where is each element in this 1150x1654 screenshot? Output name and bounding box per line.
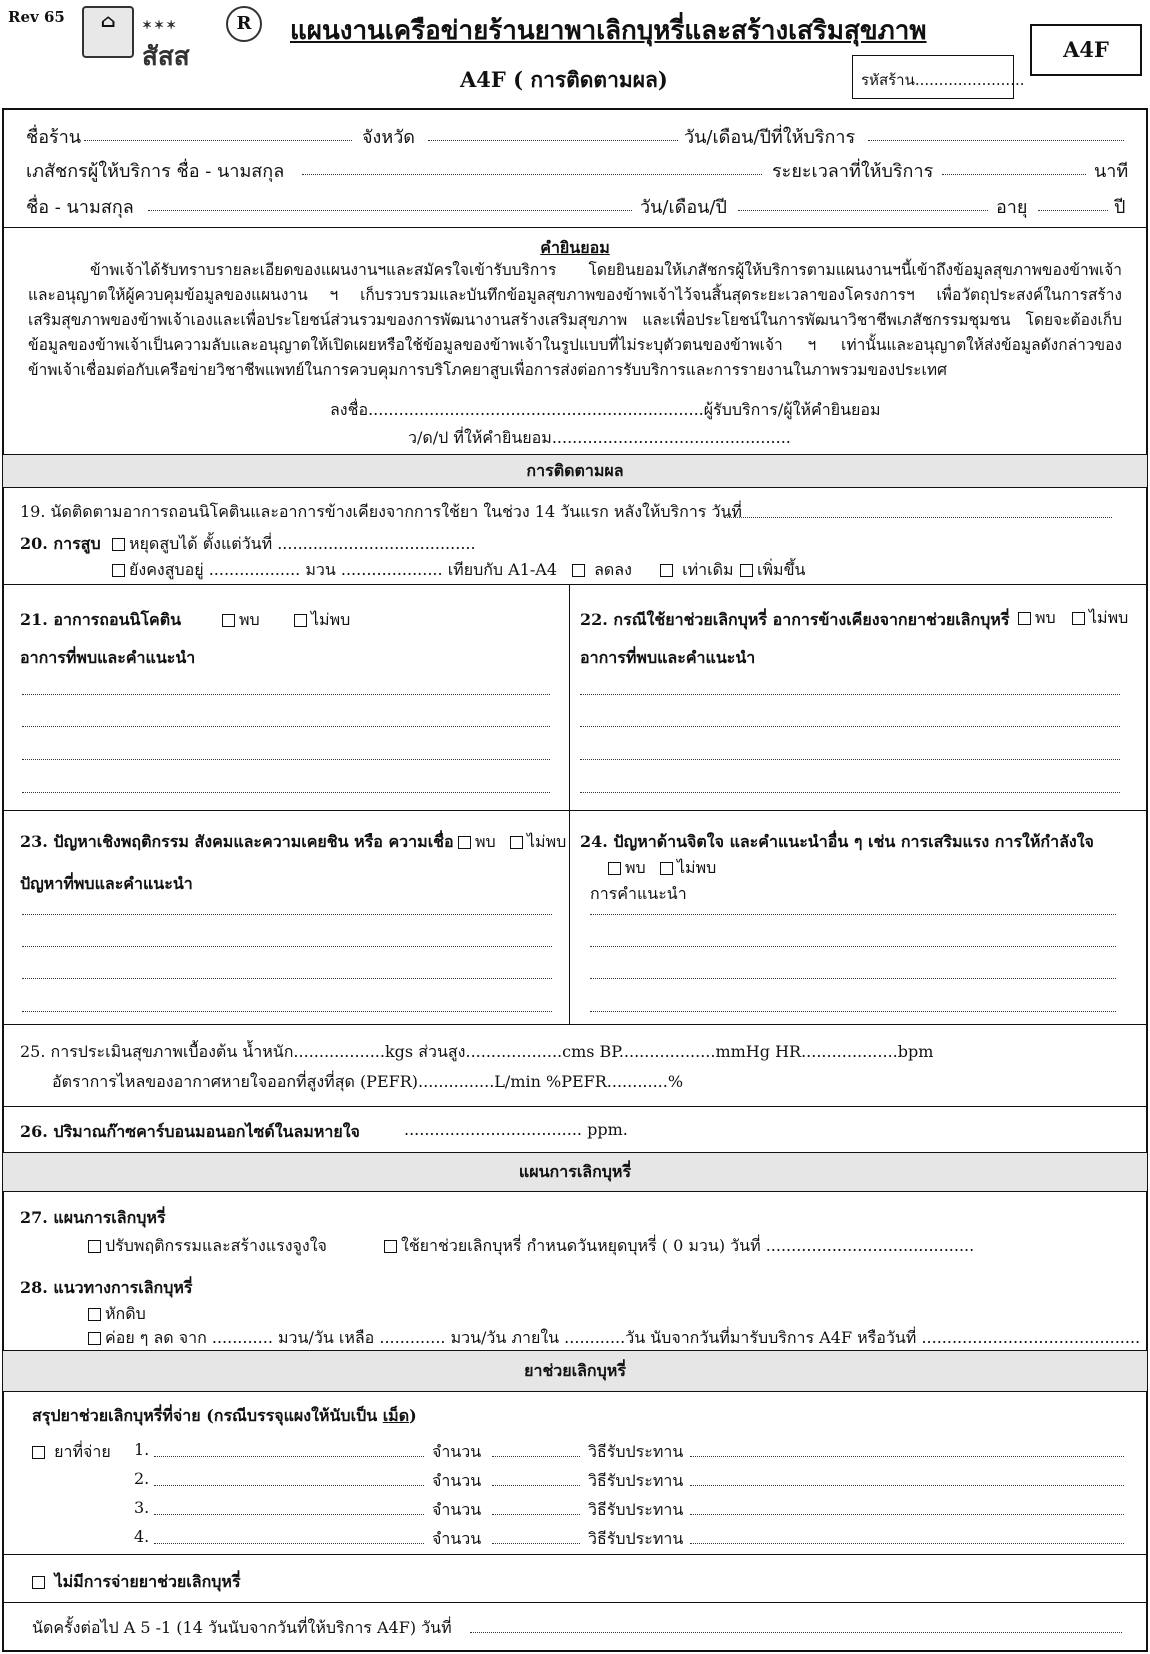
plan-band: แผนการเลิกบุหรี่: [3, 1153, 1147, 1191]
q22-line-4[interactable]: [580, 792, 1120, 793]
checkbox-icon: [660, 564, 673, 577]
q23-line-2[interactable]: [22, 946, 552, 947]
meds-summary-end: ): [409, 1406, 417, 1425]
q21-line-1[interactable]: [22, 694, 550, 695]
q22-line-3[interactable]: [580, 759, 1120, 760]
q23-notfound-option[interactable]: [510, 830, 566, 855]
meds-summary-unit: เม็ด: [382, 1406, 410, 1425]
med-qty-field[interactable]: [492, 1543, 580, 1544]
q22-line-1[interactable]: [580, 694, 1120, 695]
q26-label: 26. ปริมาณก๊าซคาร์บอนมอนอกไซด์ในลมหายใจ: [20, 1122, 360, 1141]
checkbox-icon: [1018, 612, 1031, 625]
med-name-field[interactable]: [154, 1456, 424, 1457]
q24-line-4[interactable]: [590, 1011, 1116, 1012]
med-qty-label: จำนวน: [432, 1471, 482, 1490]
form-subtitle: A4F ( การติดตามผล): [460, 67, 668, 92]
q21-line-2[interactable]: [22, 726, 550, 727]
q20-stopped-text: หยุดสูบได้ ตั้งแต่วันที่ .......................................: [129, 534, 476, 553]
q27-medication-option[interactable]: [384, 1234, 974, 1259]
med-name-field[interactable]: [154, 1485, 424, 1486]
divider: [2, 227, 1148, 228]
province-label: จังหวัด: [362, 127, 415, 148]
q24-line-2[interactable]: [590, 946, 1116, 947]
q25-pefr[interactable]: อัตราการไหลของอากาศหายใจออกที่สูงที่สุด (PEFR)...............L/min %PEFR............%: [52, 1072, 684, 1091]
checkbox-icon: [384, 1240, 397, 1253]
checkbox-icon: [660, 862, 673, 875]
q26-ppm-field[interactable]: ................................... ppm.: [404, 1120, 628, 1139]
med-how-label: วิธีรับประทาน: [588, 1471, 684, 1490]
q24-found-text: พบ: [625, 858, 646, 877]
q27-medication-text: ใช้ยาช่วยเลิกบุหรี่ กำหนดวันหยุดบุหรี่ ( 0 มวน) วันที่ .........................................: [401, 1236, 975, 1255]
med-row-number: 2.: [134, 1469, 150, 1488]
client-name-field[interactable]: [148, 210, 632, 211]
med-qty-field[interactable]: [492, 1456, 580, 1457]
divider: [2, 1602, 1148, 1603]
q22-notfound-option[interactable]: [1072, 606, 1128, 631]
dispensed-text: ยาที่จ่าย: [54, 1442, 111, 1461]
q21-found-option[interactable]: [222, 608, 260, 633]
q24-label: 24. ปัญหาด้านจิตใจ และคำแนะนำอื่น ๆ เช่น การเสริมแรง การให้กำลังใจ: [580, 832, 1094, 851]
q20-same-option[interactable]: [660, 558, 734, 583]
pharmacy-seal-icon: R: [226, 6, 262, 42]
dispensed-option[interactable]: [32, 1440, 111, 1465]
q20-more-text: เพิ่มขึ้น: [757, 560, 806, 579]
checkbox-icon: [294, 614, 307, 627]
q22-notfound-text: ไม่พบ: [1089, 608, 1129, 627]
dob-field[interactable]: [738, 210, 988, 211]
checkbox-icon: [112, 564, 125, 577]
q23-notfound-text: ไม่พบ: [527, 832, 567, 851]
store-code-field[interactable]: รหัสร้าน.......................: [852, 55, 1014, 99]
age-field[interactable]: [1038, 210, 1108, 211]
q24-line-1[interactable]: [590, 914, 1116, 915]
q27-behavior-text: ปรับพฤติกรรมและสร้างแรงจูงใจ: [105, 1236, 327, 1255]
q24-advice-label: การคำแนะนำ: [590, 884, 687, 903]
revision-label: Rev 65: [8, 8, 65, 26]
service-date-field[interactable]: [868, 140, 1124, 141]
med-name-field[interactable]: [154, 1514, 424, 1515]
q21-notfound-text: ไม่พบ: [311, 610, 351, 629]
med-how-field[interactable]: [690, 1514, 1124, 1515]
q23-line-3[interactable]: [22, 978, 552, 979]
med-how-label: วิธีรับประทาน: [588, 1529, 684, 1548]
q23-line-4[interactable]: [22, 1011, 552, 1012]
q20-label: 20. การสูบ: [20, 534, 101, 553]
med-qty-field[interactable]: [492, 1485, 580, 1486]
client-name-label: ชื่อ - นามสกุล: [26, 197, 134, 218]
q22-line-2[interactable]: [580, 726, 1120, 727]
q23-problems-label: ปัญหาที่พบและคำแนะนำ: [20, 874, 193, 893]
q25-label[interactable]: 25. การประเมินสุขภาพเบื้องต้น น้ำหนัก..................kgs ส่วนสูง...................cms BP...................mmHg HR...................bpm: [20, 1042, 934, 1061]
med-row-number: 1.: [134, 1440, 150, 1459]
checkbox-icon: [112, 538, 125, 551]
divider: [2, 1554, 1148, 1555]
q27-behavior-option[interactable]: [88, 1234, 327, 1259]
q19-label: 19. นัดติดตามอาการถอนนิโคตินและอาการข้างเคียงจากการใช้ยา ในช่วง 14 วันแรก หลังให้บริการ วันที่: [20, 502, 742, 521]
pharmacist-field[interactable]: [302, 174, 762, 175]
consent-signature[interactable]: ลงชื่อ..................................................................ผู้รับบริการ/ผู้ให้คำยินยอม: [330, 400, 881, 419]
q22-found-option[interactable]: [1018, 606, 1056, 631]
checkbox-icon: [88, 1240, 101, 1253]
fda-logo: ⌂: [82, 6, 134, 58]
q23-label: 23. ปัญหาเชิงพฤติกรรม สังคมและความเคยชิน หรือ ความเชื่อ: [20, 832, 454, 851]
followup-band: การติดตามผล: [3, 455, 1147, 487]
q19-date-field[interactable]: [724, 517, 1112, 518]
q20-more-option[interactable]: [740, 558, 805, 583]
med-row-number: 4.: [134, 1527, 150, 1546]
q20-stopped-option[interactable]: [112, 532, 476, 557]
divider: [2, 584, 1148, 585]
q21-label: 21. อาการถอนนิโคติน: [20, 610, 182, 629]
shop-name-field[interactable]: [84, 140, 352, 141]
q21-notfound-option[interactable]: [294, 608, 350, 633]
pharmacist-label: เภสัชกรผู้ให้บริการ ชื่อ - นามสกุล: [26, 161, 285, 182]
form-title: แผนงานเครือข่ายร้านยาพาเลิกบุหรี่และสร้างเสริมสุขภาพ: [290, 16, 927, 46]
shop-name-label: ชื่อร้าน: [26, 127, 82, 148]
checkbox-icon: [222, 614, 235, 627]
next-appointment-label: นัดครั้งต่อไป A 5 -1 (14 วันนับจากวันที่ให้บริการ A4F) วันที่: [32, 1618, 452, 1637]
q20-still-option[interactable]: [112, 558, 557, 583]
q22-symptoms-label: อาการที่พบและคำแนะนำ: [580, 648, 756, 667]
meds-summary-label: [32, 1404, 417, 1429]
q24-line-3[interactable]: [590, 978, 1116, 979]
med-how-label: วิธีรับประทาน: [588, 1442, 684, 1461]
service-date-label: วัน/เดือน/ปีที่ให้บริการ: [684, 127, 856, 148]
med-qty-label: จำนวน: [432, 1442, 482, 1461]
checkbox-icon: [1072, 612, 1085, 625]
q23-found-option[interactable]: [458, 830, 496, 855]
q27-label: 27. แผนการเลิกบุหรี่: [20, 1208, 166, 1227]
checkbox-icon: [32, 1446, 45, 1459]
med-how-label: วิธีรับประทาน: [588, 1500, 684, 1519]
q24-found-option[interactable]: [608, 856, 646, 881]
checkbox-icon: [32, 1576, 45, 1589]
thaihealth-logo-text: สัสส: [142, 42, 190, 72]
year-label: ปี: [1114, 197, 1126, 218]
checkbox-icon: [740, 564, 753, 577]
q21-line-3[interactable]: [22, 759, 550, 760]
q23-line-1[interactable]: [22, 914, 552, 915]
minute-label: นาที: [1094, 161, 1129, 182]
med-how-field[interactable]: [690, 1485, 1124, 1486]
med-qty-field[interactable]: [492, 1514, 580, 1515]
duration-label: ระยะเวลาที่ให้บริการ: [772, 161, 934, 182]
divider: [2, 1106, 1148, 1107]
q20-still-text: ยังคงสูบอยู่ .................. มวน .................... เทียบกับ A1-A4: [129, 560, 558, 579]
q22-label: 22. กรณีใช้ยาช่วยเลิกบุหรี่ อาการข้างเคียงจากยาช่วยเลิกบุหรี่: [580, 610, 1010, 629]
divider: [2, 1391, 1148, 1392]
consent-text: ข้าพเจ้าได้รับทราบรายละเอียดของแผนงานฯและสมัครใจเข้ารับบริการ โดยยินยอมให้เภสัชกรผู้ให้บริการตามแผนงานฯนี้เข้าถึงข้อมูลสุขภาพของข้าพเจ้า และอนุญาตให้ผู้ควบคุมข้อมูลของแผนงาน ฯ เก็บรวบรวมและบันทึกข้อมูลสุขภาพของข้าพเจ้าไว้จนสิ้นสุดระยะเวลาของโครงการฯ เพื่อวัตถุประสงค์ในการสร้างเสริมสุขภาพของข้าพเจ้าเองและเพื่อประโยชน์ส่วนรวมของการพัฒนางานสร้างเสริมสุขภาพ และเพื่อประโยชน์ในการพัฒนาวิชาชีพเภสัชกรรมชุมชน โดยจะต้องเก็บข้อมูลของข้าพเจ้าเป็นความลับและอนุญาตให้เปิดเผยหรือใช้ข้อมูลของข้าพเจ้าในรูปแบบที่ไม่ระบุตัวตนของข้าพเจ้า ฯ เท่านั้นและอนุญาตให้ส่งข้อมูลดังกล่าวของข้าพเจ้าเชื่อมต่อกับเครือข่ายวิชาชีพแพทย์ในการควบคุมการบริโภคยาสูบเพื่อการส่งต่อการรับบริการและการรายงานในภาพรวมของประเทศ: [28, 261, 1122, 379]
q22-found-text: พบ: [1035, 608, 1056, 627]
checkbox-icon: [458, 836, 471, 849]
column-divider: [569, 584, 570, 1024]
province-field[interactable]: [428, 140, 678, 141]
med-qty-label: จำนวน: [432, 1500, 482, 1519]
med-name-field[interactable]: [154, 1543, 424, 1544]
divider: [2, 1024, 1148, 1025]
q28-coldturkey-option[interactable]: [88, 1302, 146, 1327]
q24-notfound-text: ไม่พบ: [677, 858, 717, 877]
divider: [2, 810, 1148, 811]
q20-less-option[interactable]: [572, 558, 632, 583]
q28-gradual-option[interactable]: [88, 1326, 1140, 1351]
dob-label: วัน/เดือน/ปี: [640, 197, 727, 218]
q28-gradual-text: ค่อย ๆ ลด จาก ............ มวน/วัน เหลือ ............. มวน/วัน ภายใน ............วัน นับจากวันที่มารับบริการ A4F หรือวันที่ ...........................................: [105, 1328, 1141, 1347]
med-row-number: 3.: [134, 1498, 150, 1517]
next-appointment-field[interactable]: [470, 1632, 1122, 1633]
med-how-field[interactable]: [690, 1456, 1124, 1457]
meds-band: ยาช่วยเลิกบุหรี่: [3, 1351, 1147, 1391]
q28-coldturkey-text: หักดิบ: [105, 1304, 146, 1323]
checkbox-icon: [572, 564, 585, 577]
divider: [2, 487, 1148, 488]
checkbox-icon: [510, 836, 523, 849]
meds-summary-text: สรุปยาช่วยเลิกบุหรี่ที่จ่าย (กรณีบรรจุแผงให้นับเป็น: [32, 1406, 383, 1425]
checkbox-icon: [88, 1308, 101, 1321]
pharmacy-council-logo: [222, 6, 266, 58]
q28-label: 28. แนวทางการเลิกบุหรี่: [20, 1278, 193, 1297]
consent-date[interactable]: ว/ด/ป ที่ให้คำยินยอม...............................................: [408, 428, 791, 447]
checkbox-icon: [608, 862, 621, 875]
q21-line-4[interactable]: [22, 792, 550, 793]
no-meds-text: ไม่มีการจ่ายยาช่วยเลิกบุหรี่: [54, 1572, 241, 1591]
q21-symptoms-label: อาการที่พบและคำแนะนำ: [20, 648, 196, 667]
q24-notfound-option[interactable]: [660, 856, 716, 881]
med-qty-label: จำนวน: [432, 1529, 482, 1548]
form-code-box: A4F: [1030, 24, 1142, 76]
no-meds-option[interactable]: [32, 1570, 241, 1595]
q21-found-text: พบ: [239, 610, 260, 629]
med-how-field[interactable]: [690, 1543, 1124, 1544]
q20-same-text: เท่าเดิม: [682, 560, 734, 579]
q23-found-text: พบ: [475, 832, 496, 851]
age-label: อายุ: [996, 197, 1028, 218]
q20-less-text: ลดลง: [594, 560, 632, 579]
consent-title: คำยินยอม: [540, 238, 610, 257]
thaihealth-logo: ✶✶✶ สัสส: [142, 18, 190, 72]
divider: [2, 1191, 1148, 1192]
duration-field[interactable]: [942, 174, 1086, 175]
checkbox-icon: [88, 1332, 101, 1345]
